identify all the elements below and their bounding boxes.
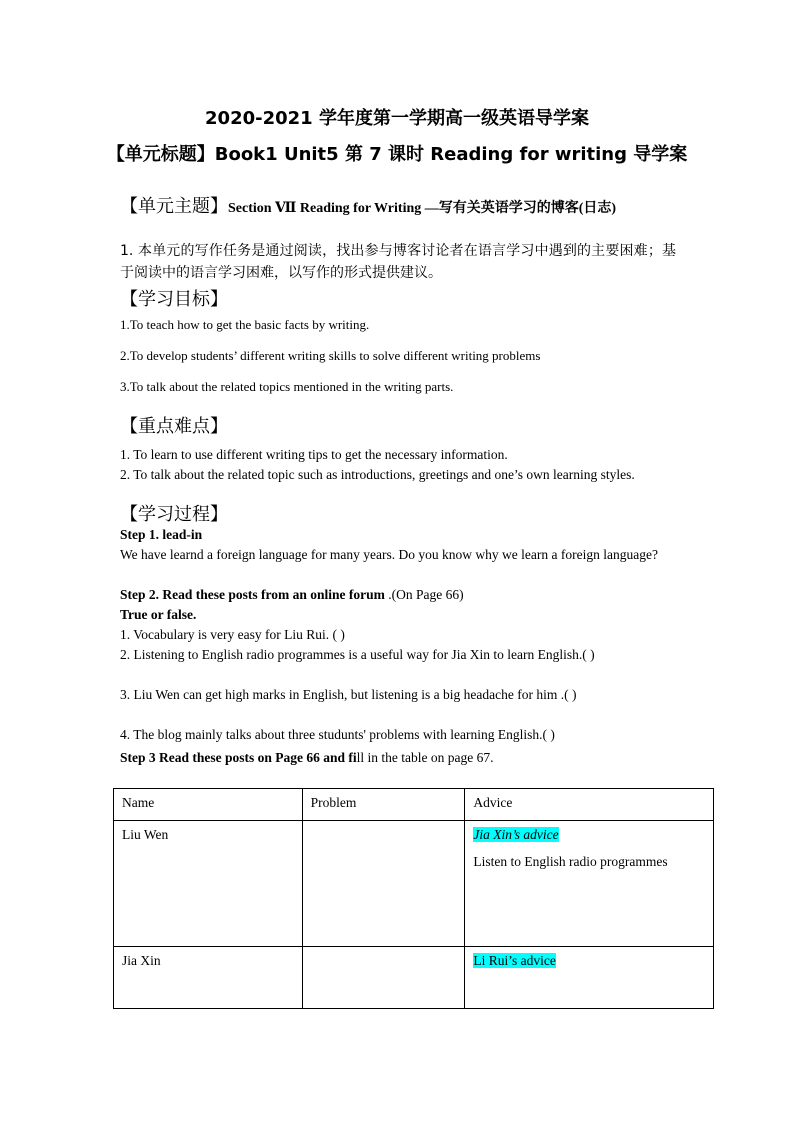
table-cell-advice: [465, 821, 714, 947]
goal-item: 2.To develop students’ different writing skills to solve different writing problems: [120, 348, 541, 363]
advice-table: [113, 788, 714, 1009]
process-heading: 【学习过程】: [120, 504, 228, 525]
tf-item: 1. Vocabulary is very easy for Liu Rui. ( ): [120, 627, 345, 642]
table-cell-advice: [465, 947, 714, 1009]
tf-item: 3. Liu Wen can get high marks in English, but listening is a big headache for him .( ): [120, 687, 577, 702]
table-header-cell: Problem: [302, 789, 465, 821]
unit-theme-label: 【单元主题】: [120, 196, 228, 217]
step2-line: [120, 585, 673, 605]
key-point-item: 1. To learn to use different writing tips to get the necessary information.: [120, 447, 508, 462]
unit-title: 【单元标题】Book1 Unit5 第 7 课时 Reading for writing 导学案: [106, 144, 688, 165]
advice-text: Listen to English radio programmes: [473, 854, 668, 869]
step2-title: Step 2. Read these posts from an online forum: [120, 587, 385, 602]
step1-text: We have learnd a foreign language for many years. Do you know why we learn a foreign language?: [120, 547, 658, 562]
step1-title: Step 1. lead-in: [120, 527, 203, 542]
tf-item: 4. The blog mainly talks about three studunts' problems with learning English.( ): [120, 727, 555, 742]
key-point-item: 2. To talk about the related topic such as introductions, greetings and one’s own learning styles.: [120, 467, 635, 482]
table-cell-problem: [302, 821, 465, 947]
table-header-cell: Name: [114, 789, 303, 821]
table-cell-name: Jia Xin: [114, 947, 303, 1009]
table-cell-name: Liu Wen: [114, 821, 303, 947]
step3-title: Step 3 Read these posts on Page 66 and fi: [120, 750, 357, 765]
document-title: 2020-2021 学年度第一学期高一级英语导学案: [205, 108, 589, 129]
goal-item: 1.To teach how to get the basic facts by writing.: [120, 317, 370, 332]
goal-item: 3.To talk about the related topics mentioned in the writing parts.: [120, 379, 454, 394]
table-header-row: [114, 789, 714, 821]
tf-item: 2. Listening to English radio programmes is a useful way for Jia Xin to learn English.( ): [120, 647, 595, 662]
table-row: [114, 947, 714, 1009]
table-header-cell: Advice: [465, 789, 714, 821]
unit-theme: [120, 192, 616, 218]
unit-theme-text: Section Ⅶ Reading for Writing —写有关英语学习的博客(日志): [228, 201, 617, 216]
true-false-title: True or false.: [120, 607, 197, 622]
step3-rest: ll in the table on page 67.: [356, 750, 494, 765]
advice-label-highlight: Li Rui’s advice: [473, 953, 556, 968]
key-points-heading: 【重点难点】: [120, 416, 228, 437]
table-cell-problem: [302, 947, 465, 1009]
intro-paragraph: 1. 本单元的写作任务是通过阅读，找出参与博客讨论者在语言学习中遇到的主要困难；基于阅读中的语言学习困难，以写作的形式提供建议。: [120, 243, 676, 281]
table-row: [114, 821, 714, 947]
advice-label-highlight: Jia Xin’s advice: [473, 827, 559, 842]
goals-heading: 【学习目标】: [120, 289, 228, 310]
step2-note: .(On Page 66): [384, 587, 464, 602]
step3-line: [120, 748, 673, 768]
